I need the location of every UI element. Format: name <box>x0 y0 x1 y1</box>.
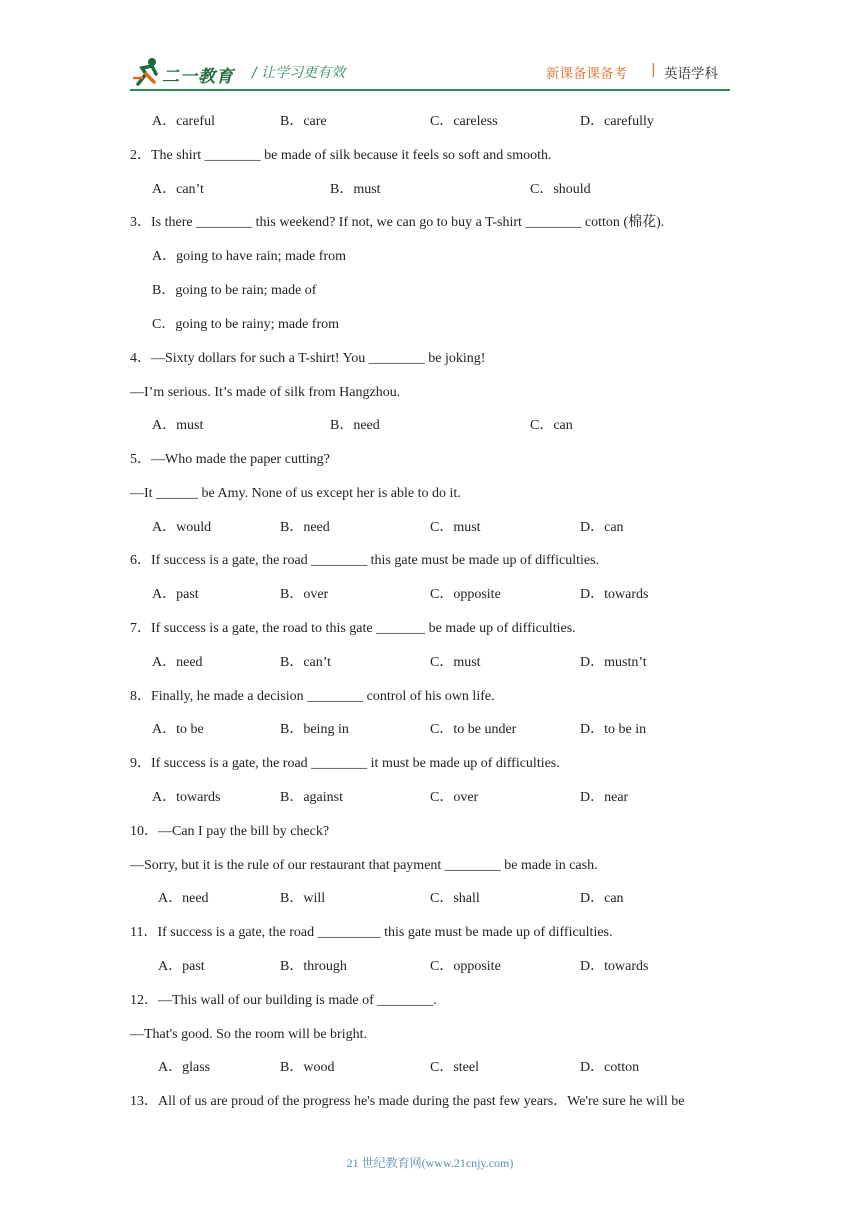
option: C．must <box>430 520 481 535</box>
option: D．can <box>580 520 624 535</box>
option: D．can <box>580 891 624 906</box>
option: A．would <box>152 520 212 535</box>
header-separator: | <box>651 62 656 78</box>
question-stem: 7．If success is a gate, the road to this gate _______ be made up of difficulties. <box>130 621 576 636</box>
option: B．need <box>330 418 380 433</box>
subject-label: 英语学科 <box>664 66 718 82</box>
slogan: / 让学习更有效 <box>252 65 346 81</box>
page-header <box>0 0 860 100</box>
option: A．can’t <box>152 182 204 197</box>
option: C．shall <box>430 891 480 906</box>
option: B．can’t <box>280 655 332 670</box>
question-stem: —It ______ be Amy. None of us except her is able to do it. <box>130 486 461 501</box>
option: D．cotton <box>580 1060 640 1075</box>
option: A．careful <box>152 114 215 129</box>
question-stem: 11．If success is a gate, the road _________ this gate must be made up of difficulties. <box>130 925 613 940</box>
option: A．to be <box>152 722 204 737</box>
option: C．should <box>530 182 591 197</box>
option: A．past <box>158 959 205 974</box>
question-stem: —That's good. So the room will be bright. <box>130 1027 368 1042</box>
option: C．to be under <box>430 722 517 737</box>
runner-logo-icon <box>132 56 162 88</box>
question-stem: 9．If success is a gate, the road ________ it must be made up of difficulties. <box>130 756 560 771</box>
option: D．mustn’t <box>580 655 647 670</box>
option: B．being in <box>280 722 349 737</box>
option: A．need <box>158 891 209 906</box>
option: A．glass <box>158 1060 211 1075</box>
question-stem: 5．—Who made the paper cutting? <box>130 452 330 467</box>
option: D．carefully <box>580 114 654 129</box>
page-footer: 21 世纪教育网(www.21cnjy.com) <box>346 1156 514 1170</box>
header-rule <box>130 89 730 91</box>
question-stem: 8．Finally, he made a decision ________ control of his own life. <box>130 689 495 704</box>
logo-text: 二一教育 <box>162 67 234 87</box>
option: C．opposite <box>430 587 501 602</box>
option: A．towards <box>152 790 221 805</box>
option: B．need <box>280 520 330 535</box>
question-stem: 12．—This wall of our building is made of ________. <box>130 993 437 1008</box>
question-stem: 4．—Sixty dollars for such a T-shirt! You ________ be joking! <box>130 351 486 366</box>
option: B．over <box>280 587 329 602</box>
option: C．careless <box>430 114 498 129</box>
option: C．must <box>430 655 481 670</box>
option: A．need <box>152 655 203 670</box>
option: B．must <box>330 182 381 197</box>
question-stem: 3．Is there ________ this weekend? If not, we can go to buy a T-shirt ________ cotton (棉花). <box>130 215 665 230</box>
option: D．near <box>580 790 629 805</box>
option: B．wood <box>280 1060 335 1075</box>
question-stem: —Sorry, but it is the rule of our restaurant that payment ________ be made in cash. <box>130 858 598 873</box>
option: B．going to be rain; made of <box>152 283 317 298</box>
option: A．must <box>152 418 204 433</box>
option: D．to be in <box>580 722 647 737</box>
question-stem: 13．All of us are proud of the progress he's made during the past few years．We're sure he will be <box>130 1094 685 1109</box>
question-stem: 2．The shirt ________ be made of silk because it feels so soft and smooth. <box>130 148 552 163</box>
option: A．going to have rain; made from <box>152 249 347 264</box>
question-stem: —I’m serious. It’s made of silk from Hangzhou. <box>130 385 401 400</box>
option: C．going to be rainy; made from <box>152 317 340 332</box>
option: A．past <box>152 587 199 602</box>
course-label: 新课备课备考 <box>546 66 627 82</box>
option: B．through <box>280 959 347 974</box>
option: D．towards <box>580 587 649 602</box>
option: D．towards <box>580 959 649 974</box>
option: B．against <box>280 790 343 805</box>
option: C．over <box>430 790 479 805</box>
question-stem: 6．If success is a gate, the road ________ this gate must be made up of difficulties. <box>130 553 600 568</box>
question-stem: 10．—Can I pay the bill by check? <box>130 824 330 839</box>
option: C．can <box>530 418 573 433</box>
logo <box>132 56 242 88</box>
option: B．will <box>280 891 326 906</box>
option: C．steel <box>430 1060 479 1075</box>
option: B．care <box>280 114 327 129</box>
option: C．opposite <box>430 959 501 974</box>
